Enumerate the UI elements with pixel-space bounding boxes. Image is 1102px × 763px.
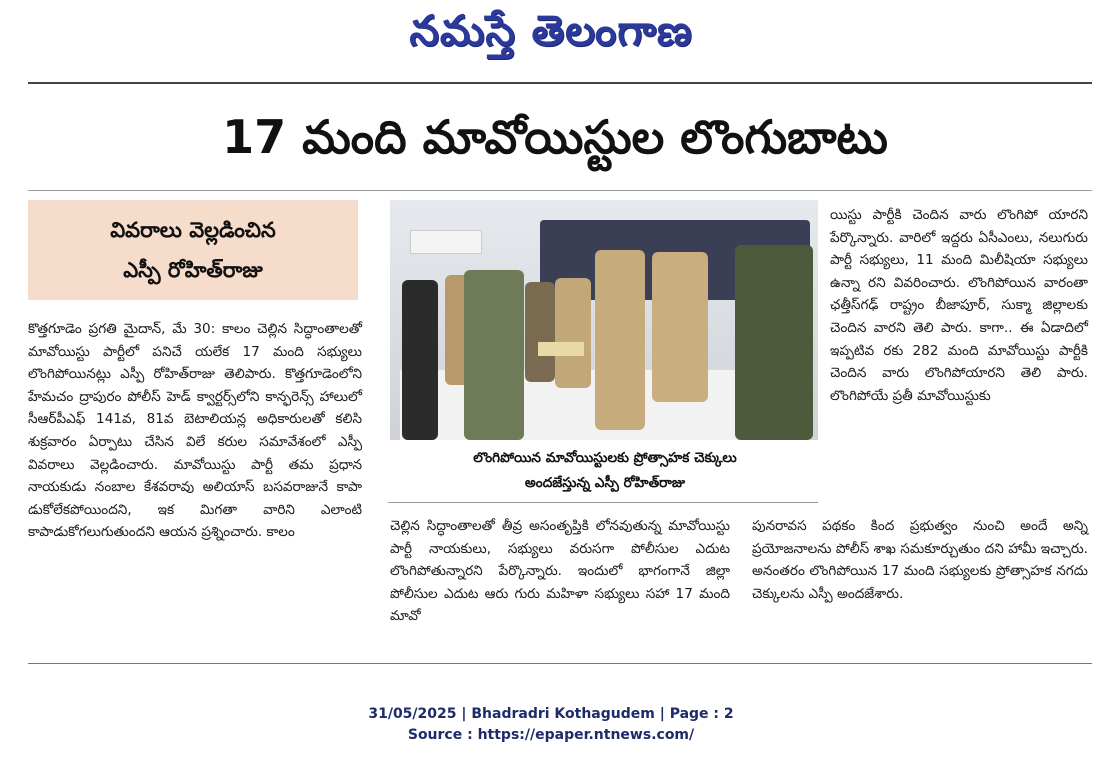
column-3-top-text: యిస్టు పార్టీకి చెందిన వారు లొంగిపో యారని పేర్కొన్నారు. వారిలో ఇద్దరు ఏసీఎంలు, నలుగురు పార్టీ సభ్యులు, 11 మంది మిలీషియా సభ్యులు ఉన్నా రని వివరించారు. లొంగిపోయిన వారంతా ఛత్తీస్‌గఢ్ రాష్ట్రం బీజాపూర్, సుక్మా జిల్లాలకు చెందిన వారని తెలి పారు. కాగా.. ఈ ఏడాదిలో ఇప్పటివ రకు 282 మంది మావోయిస్టు పార్టీకి చెందిన వారు లొంగిపోయారని తెలి పారు. లొంగిపోయే ప్రతీ మావోయిస్టుకు	[830, 207, 1088, 404]
article-column-3-bottom	[752, 515, 1088, 605]
photo-person-5	[652, 252, 708, 402]
subhead-line-2: ఎస్పీ రోహిత్‌రాజు	[123, 258, 263, 282]
headline-rule	[28, 190, 1092, 191]
photo-person-6	[735, 245, 813, 440]
photo-person-surrendering	[464, 270, 524, 440]
article-column-2	[390, 515, 730, 628]
caption-line-1: లొంగిపోయిన మావోయిస్టులకు ప్రోత్సాహక చెక్కులు	[473, 450, 737, 466]
article-column-1	[28, 318, 362, 544]
caption-rule	[388, 502, 818, 503]
photo-cheque	[538, 342, 584, 356]
masthead-rule	[28, 82, 1092, 84]
column-2-text: చెల్లిన సిద్ధాంతాలతో తీవ్ర అసంతృప్తికి లోనవుతున్న మావోయిస్టు పార్టీ నాయకులు, సభ్యులు వరుసగా పోలీసుల ఎదుట లొంగిపోతున్నారని పేర్కొన్నారు. ఇందులో భాగంగానే జిల్లా పోలీసుల ఎదుట ఆరు గురు మహిళా సభ్యులు సహా 17 మంది మావో	[390, 518, 730, 625]
caption-line-2: అందజేస్తున్న ఎస్పీ రోహిత్‌రాజు	[524, 475, 686, 491]
footer-source-link[interactable]: Source : https://epaper.ntnews.com/	[407, 727, 695, 743]
photo-person-sp	[595, 250, 645, 430]
photo-wall-ac-unit	[410, 230, 482, 254]
newspaper-masthead: నమస్తే తెలంగాణ	[409, 6, 693, 55]
bottom-rule	[28, 663, 1092, 664]
footer-date-edition: 31/05/2025 | Bhadradri Kothagudem | Page : 2	[368, 706, 734, 722]
column-1-text: కొత్తగూడెం ప్రగతి మైదాన్, మే 30: కాలం చెల్లిన సిద్ధాంతాలతో మావోయిస్టు పార్టీలో పనిచే యలేక 17 మంది సభ్యులు లొంగిపోయినట్లు ఎస్పీ రోహిత్‌రాజు తెలిపారు. కొత్తగూడెంలోని హేమచం ద్రాపురం పోలీస్ హెడ్ క్వార్టర్స్‌లోని కాన్ఫరెన్స్ హాలులో సీఆర్‌పీఎఫ్ 141వ, 81వ బెటాలియన్ల అధికారులతో కలిసి శుక్రవారం ఏర్పాటు చేసిన విలే కరుల సమావేశంలో ఎస్పీ వివరాలు వెల్లడించారు. మావోయిస్టు పార్టీ తమ ప్రధాన నాయకుడు నంబాల కేశవరావు అలియాస్ బసవరాజునే కాపా డుకోలేకపోయిందని, ఇక మిగతా వారిని ఎలాంటి కాపాడుకోగలుగుతుందని ఆయన ప్రశ్నించారు. కాలం	[28, 321, 362, 541]
article-headline: 17 మంది మావోయిస్టుల లొంగుబాటు	[222, 110, 888, 164]
article-column-3-top	[830, 204, 1088, 407]
column-3-bottom-text: పునరావస పథకం కింద ప్రభుత్వం నుంచి అందే అన్ని ప్రయోజనాలను పోలీస్ శాఖ సమకూర్చుతుం దని హామీ ఇచ్చారు. అనంతరం లొంగిపోయిన 17 మంది సభ్యులకు ప్రోత్సాహక నగదు చెక్కులను ఎస్పీ అందజేశారు.	[752, 518, 1088, 602]
article-subhead	[28, 200, 358, 300]
photo-person-4	[555, 278, 591, 388]
photo-caption	[395, 446, 815, 496]
page-footer	[0, 704, 1102, 746]
photo-person-1	[402, 280, 438, 440]
photo-person-3	[525, 282, 555, 382]
subhead-line-1: వివరాలు వెల్లడించిన	[110, 218, 276, 242]
article-photo	[390, 200, 818, 440]
